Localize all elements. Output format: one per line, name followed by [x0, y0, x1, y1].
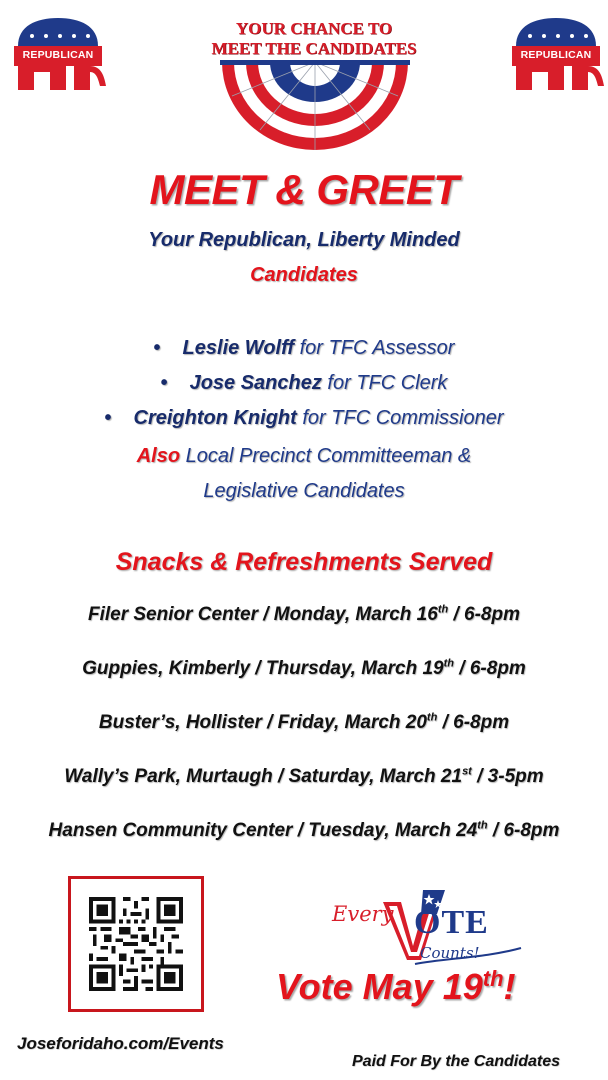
- vote-logo-vote: OTE: [414, 904, 489, 941]
- event-item: [0, 604, 608, 626]
- event-ordinal: th: [437, 603, 449, 616]
- event-ordinal: st: [462, 765, 472, 778]
- subtitle-line1: Your Republican, Liberty Minded: [148, 229, 460, 251]
- candidate-item: [0, 407, 608, 430]
- event-text: Wally’s Park, Murtaugh / Saturday, March 21: [64, 766, 463, 787]
- event-time: / 6-8pm: [487, 820, 560, 841]
- republican-elephant-logo-left: [10, 16, 106, 92]
- event-ordinal: th: [477, 819, 488, 832]
- candidate-name: Leslie Wolff: [182, 337, 295, 359]
- candidate-office: for TFC Assessor: [294, 337, 455, 359]
- event-time: / 6-8pm: [454, 658, 526, 679]
- qr-code[interactable]: [68, 876, 204, 1012]
- also-label: Also: [136, 445, 181, 467]
- event-time: / 6-8pm: [448, 604, 521, 625]
- event-item: [0, 712, 608, 734]
- vote-date: [276, 966, 516, 1008]
- also-text: Local Precinct Committeeman &: [180, 445, 472, 467]
- event-ordinal: th: [426, 711, 438, 724]
- elephant-label: REPUBLICAN: [520, 49, 592, 61]
- banner-title-line1: YOUR CHANCE TO: [235, 19, 393, 38]
- bullet: •: [153, 337, 161, 359]
- also-line1: [0, 445, 608, 468]
- republican-elephant-logo-right: [508, 16, 604, 92]
- candidate-item: [0, 372, 608, 395]
- paid-for-disclaimer: Paid For By the Candidates: [352, 1053, 561, 1070]
- bullet: •: [160, 372, 168, 394]
- candidate-office: for TFC Commissioner: [296, 407, 504, 429]
- also-line2: Legislative Candidates: [203, 480, 405, 502]
- vote-date-text: Vote May 19: [276, 966, 483, 1007]
- bullet: •: [104, 407, 112, 429]
- headline: MEET & GREET: [149, 166, 459, 213]
- event-text: Guppies, Kimberly / Thursday, March 19: [82, 658, 444, 679]
- qr-code-icon: [89, 897, 183, 991]
- event-time: / 6-8pm: [437, 712, 510, 733]
- subtitle-line2: Candidates: [250, 264, 358, 286]
- event-item: [0, 766, 608, 788]
- candidate-office: for TFC Clerk: [321, 372, 448, 394]
- event-text: Filer Senior Center / Monday, March 16: [87, 604, 438, 625]
- candidate-name: Jose Sanchez: [189, 372, 322, 394]
- candidate-item: [0, 337, 608, 360]
- event-ordinal: th: [443, 657, 455, 670]
- events-url-link[interactable]: Joseforidaho.com/Events: [17, 1034, 224, 1053]
- banner-title-line2: MEET THE CANDIDATES: [211, 39, 417, 58]
- vote-logo-every: Every: [332, 902, 394, 926]
- vote-date-ordinal: th: [482, 966, 504, 991]
- candidate-name: Creighton Knight: [133, 407, 297, 429]
- snacks-heading: Snacks & Refreshments Served: [115, 548, 493, 576]
- event-text: Buster’s, Hollister / Friday, March 20: [98, 712, 427, 733]
- event-text: Hansen Community Center / Tuesday, March 24: [48, 820, 478, 841]
- event-time: / 3-5pm: [471, 766, 544, 787]
- elephant-label: REPUBLICAN: [22, 49, 94, 61]
- event-item: [0, 820, 608, 842]
- patriotic-bunting-icon: [220, 60, 410, 152]
- vote-logo-counts: Counts!: [420, 944, 480, 962]
- vote-date-exclaim: !: [503, 966, 516, 1007]
- event-item: [0, 658, 608, 680]
